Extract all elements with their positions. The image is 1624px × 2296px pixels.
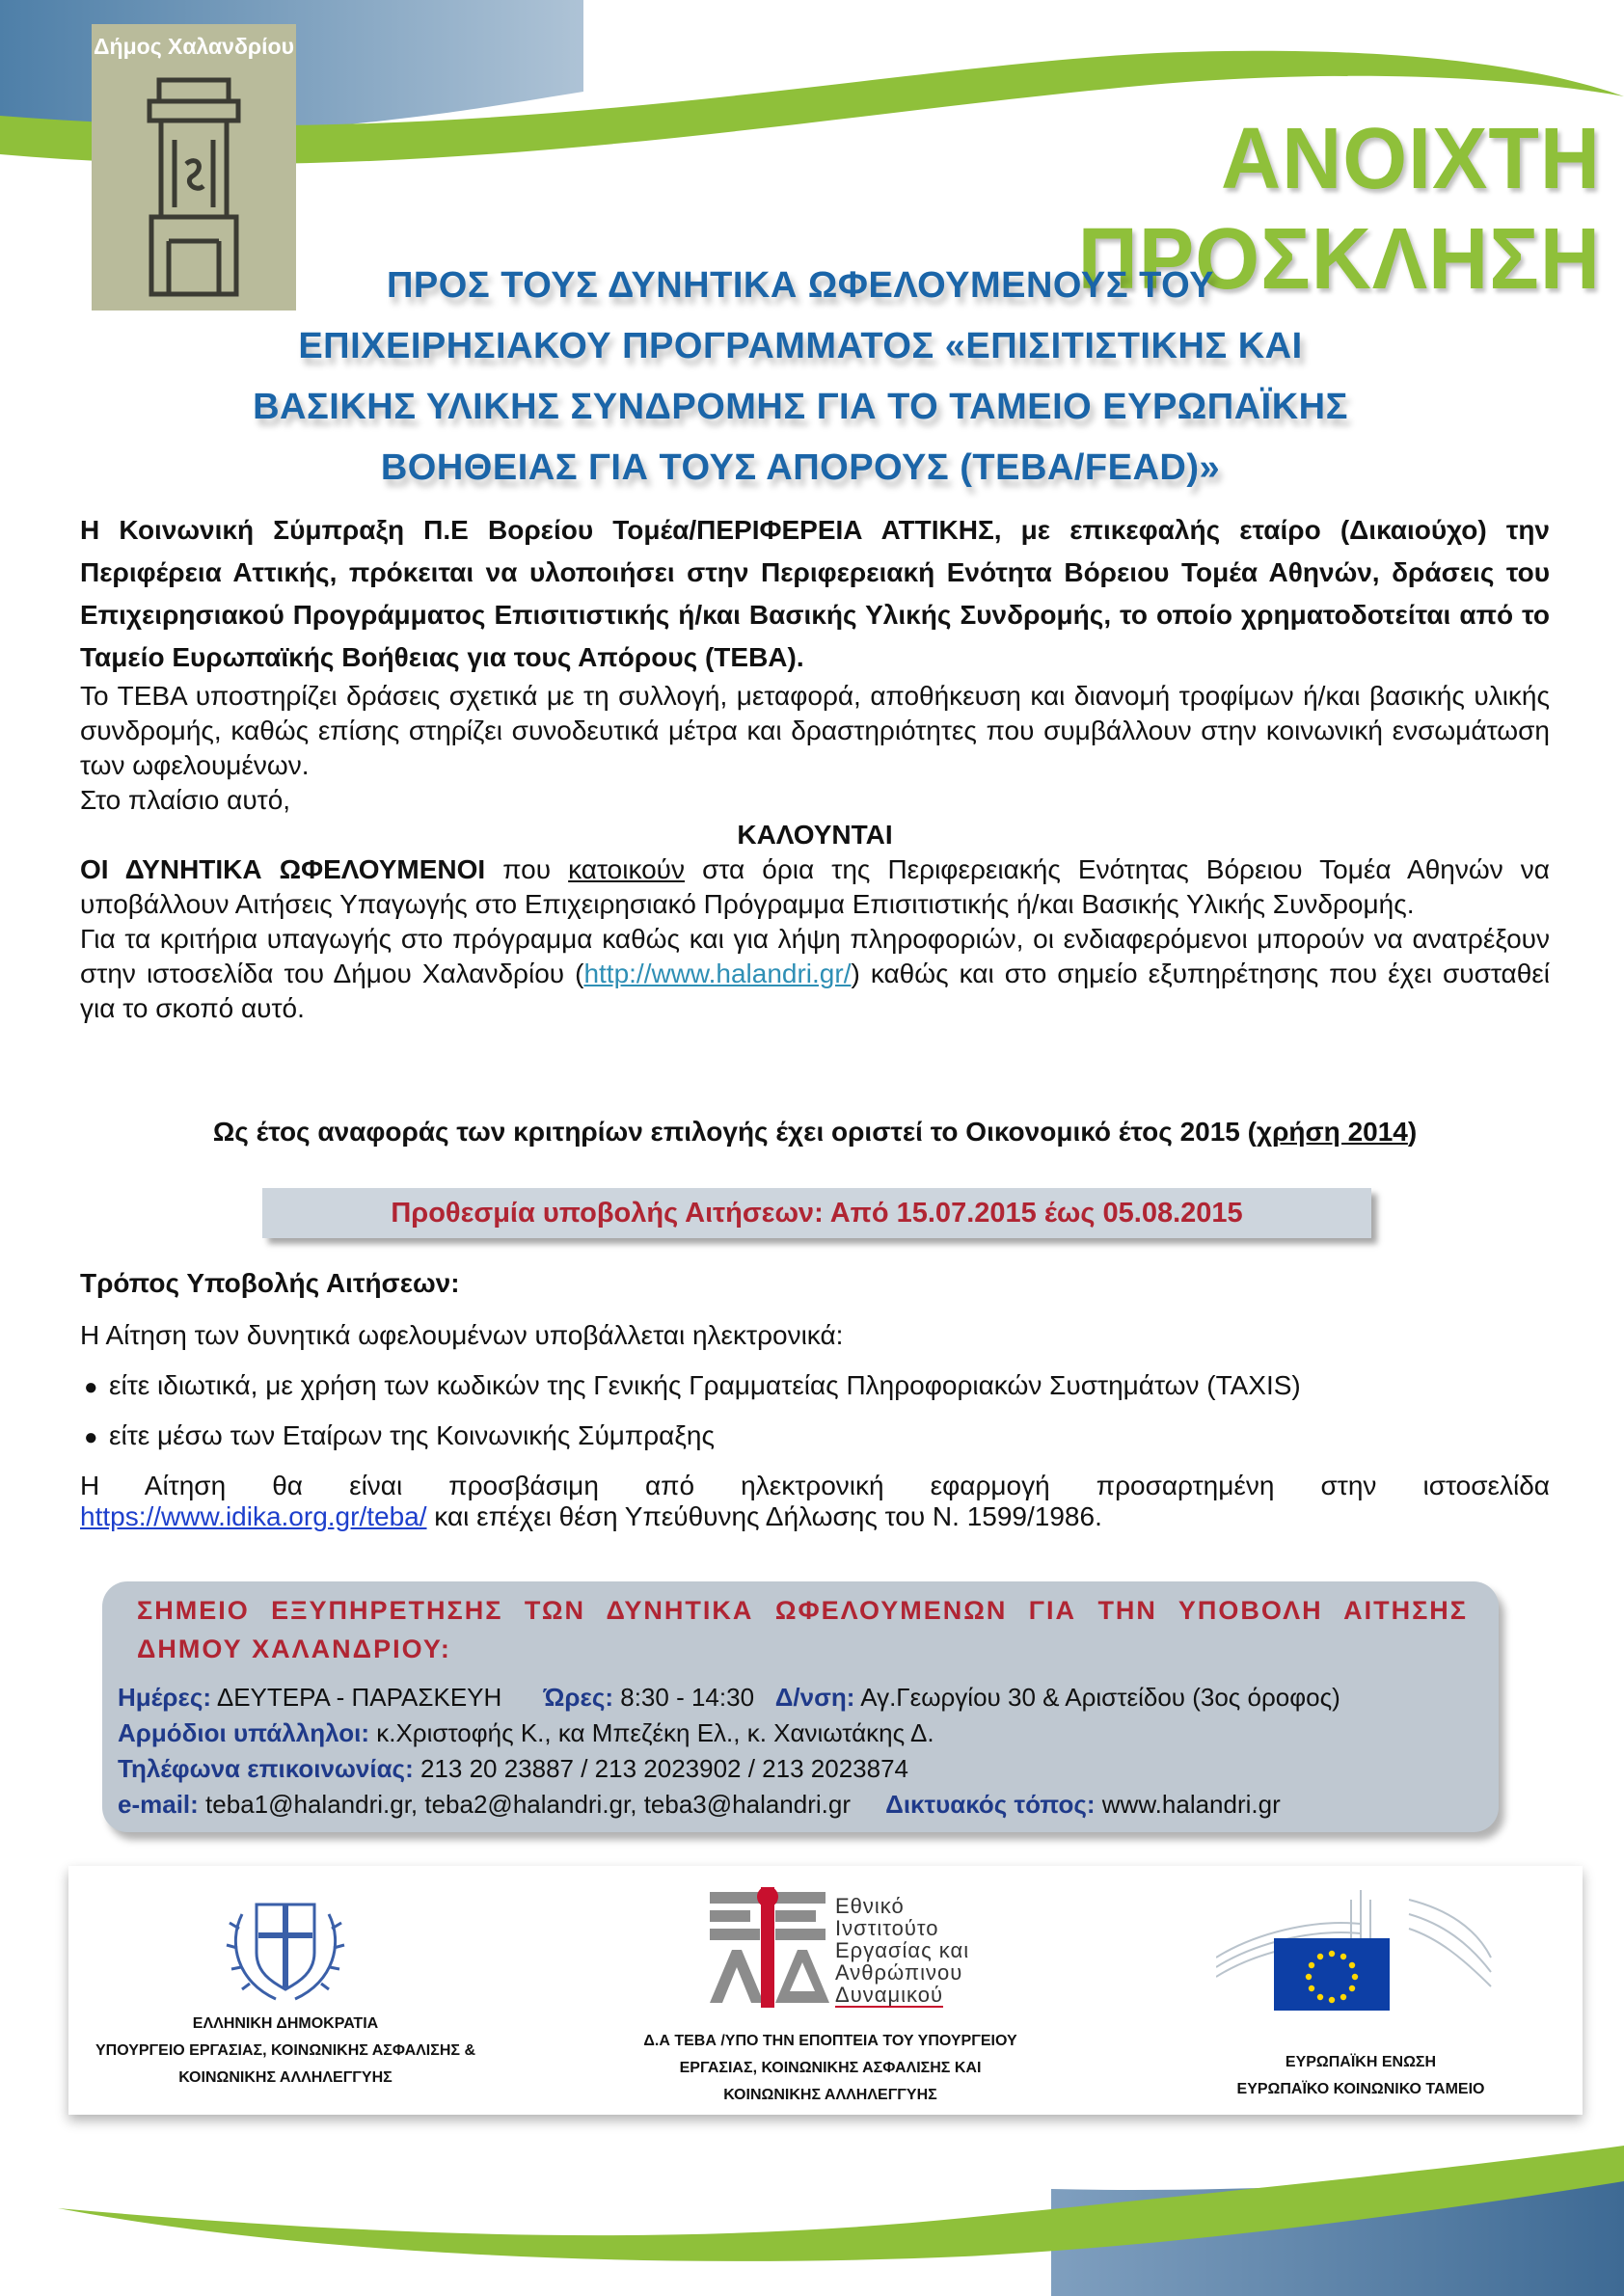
greek-coat-of-arms-icon xyxy=(218,1876,353,2006)
logo-label: Δήμος Χαλανδρίου xyxy=(94,34,294,59)
eiead-text-line: Εργασίας και xyxy=(835,1938,970,1962)
left-caption-line: ΚΟΙΝΩΝΙΚΗΣ ΑΛΛΗΛΕΓΓΥΗΣ xyxy=(178,2069,392,2086)
left-caption-line: ΕΛΛΗΝΙΚΗ ΔΗΜΟΚΡΑΤΙΑ xyxy=(192,2015,379,2032)
phones-value: 213 20 23887 / 213 2023902 / 213 2023874 xyxy=(420,1754,909,1783)
body-text xyxy=(80,509,1550,1026)
reference-underlined: χρήση 2014 xyxy=(1256,1117,1408,1147)
email-label: e-mail: xyxy=(118,1790,199,1819)
subtitle-line: ΒΟΗΘΕΙΑΣ ΓΙΑ ΤΟΥΣ ΑΠΟΡΟΥΣ (ΤΕΒΑ/FEAD)» xyxy=(380,447,1221,488)
call-pre: που xyxy=(485,854,569,884)
reference-year-line xyxy=(80,1117,1550,1148)
call-bold: ΟΙ ΔΥΝΗΤΙΚΑ ΩΦΕΛΟΥΜΕΝΟΙ xyxy=(80,854,486,884)
address-label: Δ/νση: xyxy=(774,1683,855,1712)
center-caption xyxy=(613,2028,1047,2109)
submission-heading: Τρόπος Υποβολής Αιτήσεων: xyxy=(80,1268,460,1298)
access-line: Η Αίτηση θα είναι προσβάσιμη από ηλεκτρονική εφαρμογή προσαρτημένη στην ιστοσελίδα xyxy=(80,1471,1550,1500)
days-label: Ημέρες: xyxy=(118,1683,212,1712)
staff-label: Αρμόδιοι υπάλληλοι: xyxy=(118,1718,369,1747)
halandri-link[interactable]: http://www.halandri.gr/ xyxy=(583,959,852,988)
right-caption-line: ΕΥΡΩΠΑΪΚΗ ΕΝΩΣΗ xyxy=(1285,2054,1437,2070)
intro-paragraph: Η Κοινωνική Σύμπραξη Π.Ε Βορείου Τομέα/ΠΕΡΙΦΕΡΕΙΑ ΑΤΤΙΚΗΣ, με επικεφαλής εταίρο (Δικαιούχο) την Περιφέρεια Αττικής, πρόκειται να υλοποιήσει στην Περιφερειακή Ενότητα Βόρειου Τομέα Αθηνών, δράσεις του Επιχειρησιακού Προγράμματος Επισιτιστικής ή/και Βασικής Υλικής Συνδρομής, το οποίο χρηματοδοτείται από το Ταμείο Ευρωπαϊκής Βοήθειας για τους Απόρους (ΤΕΒΑ). xyxy=(80,515,1550,672)
deadline-banner: Προθεσμία υποβολής Αιτήσεων: Από 15.07.2015 έως 05.08.2015 xyxy=(262,1188,1371,1238)
bullet-text: είτε μέσω των Εταίρων της Κοινωνικής Σύμπραξης xyxy=(109,1420,715,1450)
submission-intro: Η Αίτηση των δυνητικά ωφελουμένων υποβάλλεται ηλεκτρονικά: xyxy=(80,1320,844,1350)
subtitle-line: ΠΡΟΣ ΤΟΥΣ ΔΥΝΗΤΙΚΑ ΩΦΕΛΟΥΜΕΝΟΥΣ ΤΟΥ xyxy=(386,265,1215,306)
left-caption xyxy=(78,2011,493,2092)
submission-section xyxy=(80,1268,1550,1532)
context-line: Στο πλαίσιο αυτό, xyxy=(80,785,291,815)
website-value[interactable]: www.halandri.gr xyxy=(1101,1790,1281,1819)
staff-row xyxy=(118,1715,1340,1751)
footer-logos xyxy=(68,1866,1583,2115)
eiead-text-line: Εθνικό xyxy=(835,1894,905,1918)
access-rest: και επέχει θέση Υπεύθυνης Δήλωσης του Ν. 1599/1986. xyxy=(426,1501,1102,1531)
service-point-title: ΣΗΜΕΙΟ ΕΞΥΠΗΡΕΤΗΣΗΣ ΤΩΝ ΔΥΝΗΤΙΚΑ ΩΦΕΛΟΥΜΕΝΩΝ ΓΙΑ ΤΗΝ ΥΠΟΒΟΛΗ ΑΙΤΗΣΗΣ ΔΗΜΟΥ ΧΑΛΑΝΔΡΙΟΥ: xyxy=(137,1596,1468,1663)
service-point-details xyxy=(118,1680,1340,1823)
left-caption-line: ΥΠΟΥΡΓΕΙΟ ΕΡΓΑΣΙΑΣ, ΚΟΙΝΩΝΙΚΗΣ ΑΣΦΑΛΙΣΗΣ & xyxy=(95,2042,475,2059)
address-value: Αγ.Γεωργίου 30 & Αριστείδου (3ος όροφος) xyxy=(860,1683,1340,1712)
staff-value: κ.Χριστοφής Κ., κα Μπεζέκη Ελ., κ. Χανιωτάκης Δ. xyxy=(376,1718,934,1747)
eiead-text-line: Δυναμικού xyxy=(835,1983,944,2007)
reference-text: Ως έτος αναφοράς των κριτηρίων επιλογής έχει οριστεί το Οικονομικό έτος 2015 ( xyxy=(212,1117,1257,1147)
list-item xyxy=(80,1370,1550,1401)
days-hours-row xyxy=(118,1680,1340,1715)
list-item xyxy=(80,1420,1550,1451)
main-title: ΑΝΟΙΧΤΗ ΠΡΟΣΚΛΗΣΗ xyxy=(1077,110,1601,308)
hours-label: Ώρες: xyxy=(543,1683,614,1712)
call-underlined: κατοικούν xyxy=(568,854,685,884)
european-commission-logo-icon xyxy=(1216,1890,1496,2011)
subtitle xyxy=(231,256,1369,499)
teva-paragraph: Το ΤΕΒΑ υποστηρίζει δράσεις σχετικά με τη συλλογή, μεταφορά, αποθήκευση και διανομή τροφίμων ή/και βασικής υλικής συνδρομής, καθώς επίσης στηρίζει συνοδευτικά μέτρα και δραστηριότητες που συμβάλλουν στην κοινωνική ενσωμάτωση των ωφελουμένων. xyxy=(80,681,1550,780)
right-caption xyxy=(1187,2049,1534,2103)
criteria-pre: Για τα κριτήρια υπαγωγής στο πρόγραμμα καθώς και για λήψη πληροφοριών, οι ενδιαφερόμενοι μπορούν να ανατρέξουν στην ιστοσελίδα του Δήμου Χαλανδρίου ( xyxy=(80,924,1550,988)
center-caption-line: ΚΟΙΝΩΝΙΚΗΣ ΑΛΛΗΛΕΓΓΥΗΣ xyxy=(723,2087,937,2103)
eiead-text-line: Ανθρώπινου xyxy=(835,1960,963,1985)
criteria-paragraph xyxy=(80,922,1550,1026)
service-point-box xyxy=(102,1581,1499,1832)
days-value: ΔΕΥΤΕΡΑ - ΠΑΡΑΣΚΕΥΗ xyxy=(216,1683,502,1712)
email-value[interactable]: teba1@halandri.gr, teba2@halandri.gr, teba3@halandri.gr xyxy=(205,1790,852,1819)
website-label: Δικτυακός τόπος: xyxy=(885,1790,1096,1819)
call-heading: ΚΑΛΟΥΝΤΑΙ xyxy=(737,820,893,850)
idika-link[interactable]: https://www.idika.org.gr/teba/ xyxy=(80,1501,427,1531)
center-caption-line: ΕΡΓΑΣΙΑΣ, ΚΟΙΝΩΝΙΚΗΣ ΑΣΦΑΛΙΣΗΣ ΚΑΙ xyxy=(679,2060,982,2076)
hours-value: 8:30 - 14:30 xyxy=(620,1683,755,1712)
phones-label: Τηλέφωνα επικοινωνίας: xyxy=(118,1754,414,1783)
eiead-logo-icon xyxy=(705,1887,830,2008)
eiead-logo-text xyxy=(835,1895,969,2008)
subtitle-line: ΒΑΣΙΚΗΣ ΥΛΙΚΗΣ ΣΥΝΔΡΟΜΗΣ ΓΙΑ ΤΟ ΤΑΜΕΙΟ ΕΥΡΩΠΑΪΚΗΣ xyxy=(253,387,1348,427)
right-caption-line: ΕΥΡΩΠΑΪΚΟ ΚΟΙΝΩΝΙΚΟ ΤΑΜΕΙΟ xyxy=(1236,2081,1485,2097)
access-link-line xyxy=(80,1501,1550,1532)
subtitle-line: ΕΠΙΧΕΙΡΗΣΙΑΚΟΥ ΠΡΟΓΡΑΜΜΑΤΟΣ «ΕΠΙΣΙΤΙΣΤΙΚΗΣ ΚΑΙ xyxy=(298,326,1303,366)
call-paragraph xyxy=(80,852,1550,922)
bullet-icon: ● xyxy=(84,1374,98,1400)
phones-row xyxy=(118,1751,1340,1787)
criteria-post: ) καθώς και στο σημείο εξυπηρέτησης που έχει συσταθεί για το σκοπό αυτό. xyxy=(80,959,1550,1023)
center-caption-line: Δ.Α ΤΕΒΑ /ΥΠΟ ΤΗΝ ΕΠΟΠΤΕΙΑ ΤΟΥ ΥΠΟΥΡΓΕΙΟΥ xyxy=(643,2033,1017,2049)
call-rest: στα όρια της Περιφερειακής Ενότητας Βόρειου Τομέα Αθηνών να υποβάλλουν Αιτήσεις Υπαγωγής στο Επιχειρησιακό Πρόγραμμα Επισιτιστικής ή/και Βασικής Υλικής Συνδρομής. xyxy=(80,854,1550,919)
bullet-icon: ● xyxy=(84,1424,98,1450)
eiead-text-line: Ινστιτούτο xyxy=(835,1916,939,1940)
bullet-text: είτε ιδιωτικά, με χρήση των κωδικών της Γενικής Γραμματείας Πληροφοριακών Συστημάτων (TAXIS) xyxy=(109,1370,1301,1400)
email-row xyxy=(118,1787,1340,1823)
reference-close: ) xyxy=(1407,1117,1418,1147)
